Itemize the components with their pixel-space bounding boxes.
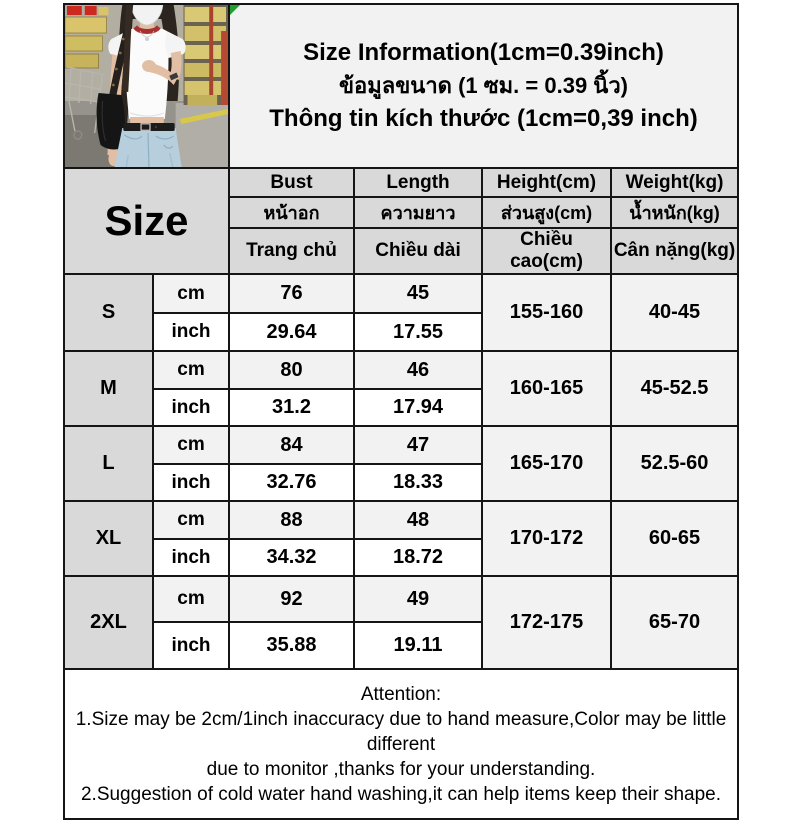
size-corner-label: Size bbox=[64, 168, 229, 274]
table-row bbox=[64, 501, 738, 539]
2xl-bust-cm: 92 bbox=[229, 576, 354, 622]
attention-line: Attention: bbox=[360, 683, 442, 705]
unit-inch-label: inch bbox=[153, 622, 229, 669]
excel-corner-marker-icon bbox=[230, 5, 240, 15]
size-m-label: M bbox=[64, 351, 153, 426]
size-l-label: L bbox=[64, 426, 153, 501]
s-length-inch: 17.55 bbox=[354, 313, 482, 351]
attention-line: due to monitor ,thanks for your understanding. bbox=[206, 758, 596, 780]
product-photo bbox=[65, 5, 228, 167]
l-height-range: 165-170 bbox=[482, 426, 611, 501]
unit-cm-label: cm bbox=[153, 501, 229, 539]
unit-cm-label: cm bbox=[153, 351, 229, 389]
table-row bbox=[64, 351, 738, 389]
m-weight-range: 45-52.5 bbox=[611, 351, 738, 426]
m-bust-inch: 31.2 bbox=[229, 389, 354, 426]
xl-weight-range: 60-65 bbox=[611, 501, 738, 576]
size-s-label: S bbox=[64, 274, 153, 351]
s-weight-range: 40-45 bbox=[611, 274, 738, 351]
jeans bbox=[114, 128, 181, 167]
title-english: Size Information(1cm=0.39inch) bbox=[303, 39, 664, 66]
unit-inch-label: inch bbox=[153, 313, 229, 351]
m-bust-cm: 80 bbox=[229, 351, 354, 389]
unit-cm-label: cm bbox=[153, 426, 229, 464]
table-row bbox=[64, 274, 738, 313]
unit-inch-label: inch bbox=[153, 539, 229, 576]
unit-inch-label: inch bbox=[153, 389, 229, 426]
col-header-length-en: Length bbox=[354, 168, 482, 197]
table-row bbox=[64, 576, 738, 622]
l-length-inch: 18.33 bbox=[354, 464, 482, 501]
col-header-height-en: Height(cm) bbox=[482, 168, 611, 197]
2xl-length-inch: 19.11 bbox=[354, 622, 482, 669]
xl-bust-inch: 34.32 bbox=[229, 539, 354, 576]
unit-inch-label: inch bbox=[153, 464, 229, 501]
s-bust-inch: 29.64 bbox=[229, 313, 354, 351]
table-row bbox=[64, 426, 738, 464]
col-header-weight-en: Weight(kg) bbox=[611, 168, 738, 197]
m-height-range: 160-165 bbox=[482, 351, 611, 426]
title-thai: ข้อมูลขนาด (1 ซม. = 0.39 นิ้ว) bbox=[339, 73, 629, 98]
col-header-bust-vi: Trang chủ bbox=[229, 228, 354, 274]
col-header-length-th: ความยาว bbox=[354, 197, 482, 228]
l-length-cm: 47 bbox=[354, 426, 482, 464]
l-weight-range: 52.5-60 bbox=[611, 426, 738, 501]
l-bust-inch: 32.76 bbox=[229, 464, 354, 501]
size-chart-table bbox=[63, 3, 739, 820]
size-2xl-label: 2XL bbox=[64, 576, 153, 669]
title-box bbox=[229, 4, 738, 168]
m-length-cm: 46 bbox=[354, 351, 482, 389]
2xl-height-range: 172-175 bbox=[482, 576, 611, 669]
col-header-weight-th: น้ำหนัก(kg) bbox=[611, 197, 738, 228]
product-photo-cell bbox=[64, 4, 229, 168]
col-header-bust-th: หน้าอก bbox=[229, 197, 354, 228]
attention-note bbox=[64, 669, 738, 819]
xl-length-inch: 18.72 bbox=[354, 539, 482, 576]
col-header-height-vi: Chiều cao(cm) bbox=[482, 228, 611, 274]
col-header-bust-en: Bust bbox=[229, 168, 354, 197]
xl-height-range: 170-172 bbox=[482, 501, 611, 576]
2xl-length-cm: 49 bbox=[354, 576, 482, 622]
size-chart-sheet bbox=[63, 3, 737, 805]
2xl-weight-range: 65-70 bbox=[611, 576, 738, 669]
unit-cm-label: cm bbox=[153, 274, 229, 313]
attention-line: 2.Suggestion of cold water hand washing,it can help items keep their shape. bbox=[80, 783, 722, 805]
2xl-bust-inch: 35.88 bbox=[229, 622, 354, 669]
col-header-length-vi: Chiều dài bbox=[354, 228, 482, 274]
xl-length-cm: 48 bbox=[354, 501, 482, 539]
s-bust-cm: 76 bbox=[229, 274, 354, 313]
s-height-range: 155-160 bbox=[482, 274, 611, 351]
s-length-cm: 45 bbox=[354, 274, 482, 313]
m-length-inch: 17.94 bbox=[354, 389, 482, 426]
col-header-weight-vi: Cân nặng(kg) bbox=[611, 228, 738, 274]
col-header-height-th: ส่วนสูง(cm) bbox=[482, 197, 611, 228]
belt bbox=[123, 123, 174, 131]
xl-bust-cm: 88 bbox=[229, 501, 354, 539]
title-vietnamese: Thông tin kích thước (1cm=0,39 inch) bbox=[269, 105, 698, 132]
right-shelf-boxes bbox=[184, 5, 228, 105]
l-bust-cm: 84 bbox=[229, 426, 354, 464]
unit-cm-label: cm bbox=[153, 576, 229, 622]
size-xl-label: XL bbox=[64, 501, 153, 576]
attention-line: 1.Size may be 2cm/1inch inaccuracy due to hand measure,Color may be little different bbox=[75, 708, 727, 755]
